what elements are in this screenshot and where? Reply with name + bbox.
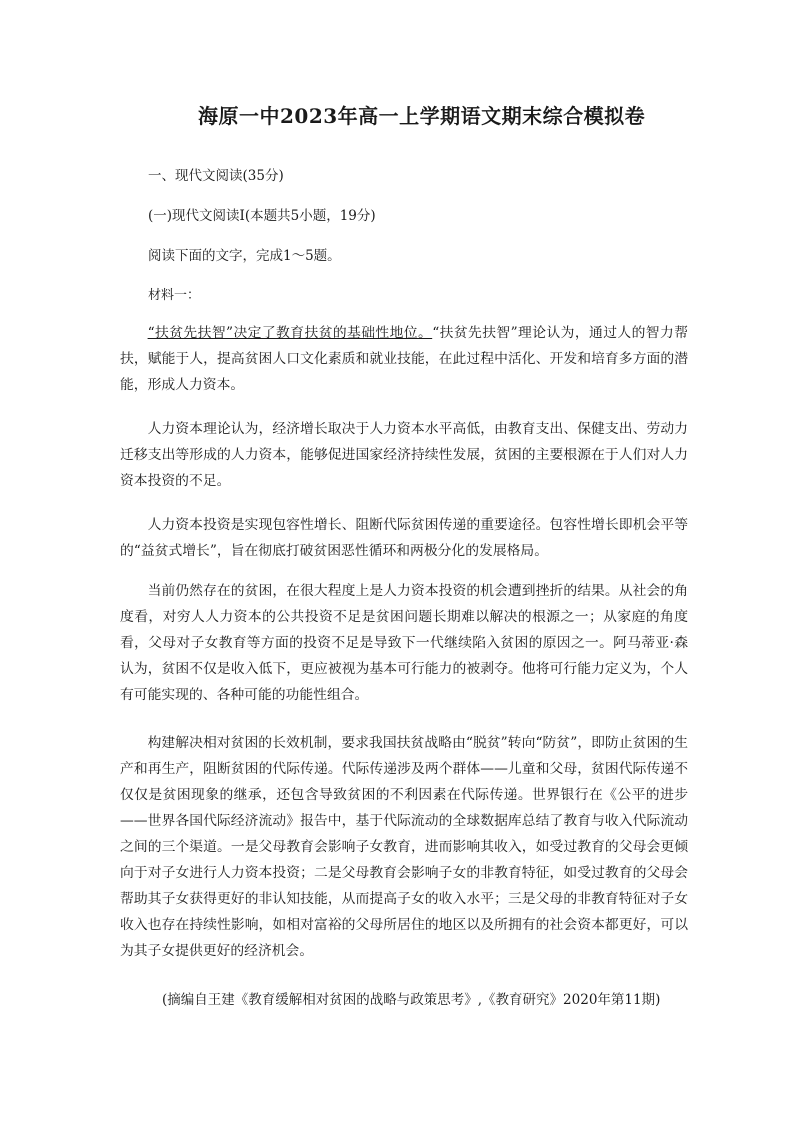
- section-heading: 一、现代文阅读(35分): [148, 168, 284, 184]
- paragraph-2: [120, 416, 688, 494]
- paragraph-3-text: 人力资本投资是实现包容性增长、阻断代际贫困传递的重要途径。包容性增长即机会平等的“益贫式增长”，旨在彻底打破贫困恶性循环和两极分化的发展格局。: [120, 517, 688, 559]
- paragraph-5: [120, 730, 688, 964]
- paragraph-5-text: 构建解决相对贫困的长效机制，要求我国扶贫战略由“脱贫”转向“防贫”，即防止贫困的生产和再生产，阻断贫困的代际传递。代际传递涉及两个群体——儿童和父母，贫困代际传递不仅仅是贫困现象的继承，还包含导致贫困的不利因素在代际传递。世界银行在《公平的进步——世界各国代际经济流动》报告中，基于代际流动的全球数据库总结了教育与收入代际流动之间的三个渠道。一是父母教育会影响子女教育，进而影响其收入，如受过教育的父母会更倾向于对子女进行人力资本投资；二是父母教育会影响子女的非教育特征，如受过教育的父母会帮助其子女获得更好的非认知技能，从而提高子女的收入水平；三是父母的非教育特征对子女收入也存在持续性影响，如相对富裕的父母所居住的地区以及所拥有的社会资本都更好，可以为其子女提供更好的经济机会。: [120, 735, 688, 959]
- subsection-heading: (一)现代文阅读Ⅰ(本题共5小题，19分): [148, 208, 376, 224]
- paragraph-4-text: 当前仍然存在的贫困，在很大程度上是人力资本投资的机会遭到挫折的结果。从社会的角度看，对穷人人力资本的公共投资不足是贫困问题长期难以解决的根源之一；从家庭的角度看，父母对子女教育等方面的投资不足是导致下一代继续陷入贫困的原因之一。阿马蒂亚·森认为，贫困不仅是收入低下，更应被视为基本可行能力的被剥夺。他将可行能力定义为，个人有可能实现的、各种可能的功能性组合。: [120, 583, 688, 703]
- paragraph-3: [120, 512, 688, 564]
- paragraph-2-text: 人力资本理论认为，经济增长取决于人力资本水平高低，由教育支出、保健支出、劳动力迁移支出等形成的人力资本，能够促进国家经济持续性发展，贫困的主要根源在于人们对人力资本投资的不足。: [120, 421, 688, 489]
- instruction-text: 阅读下面的文字，完成1～5题。: [148, 248, 341, 264]
- paragraph-1: [120, 320, 688, 398]
- exam-title: 海原一中2023年高一上学期语文期末综合模拟卷: [198, 104, 646, 128]
- source-citation: (摘编自王建《教育缓解相对贫困的战略与政策思考》,《教育研究》2020年第11期): [162, 992, 661, 1008]
- paragraph-1-text: “扶贫先扶智”理论认为，通过人的智力帮扶，赋能于人，提高贫困人口文化素质和就业技能，在此过程中活化、开发和培育多方面的潜能，形成人力资本。: [120, 325, 688, 393]
- material-label: 材料一：: [148, 288, 201, 303]
- paragraph-4: [120, 578, 688, 708]
- underlined-sentence: “扶贫先扶智”决定了教育扶贫的基础性地位。: [147, 325, 433, 341]
